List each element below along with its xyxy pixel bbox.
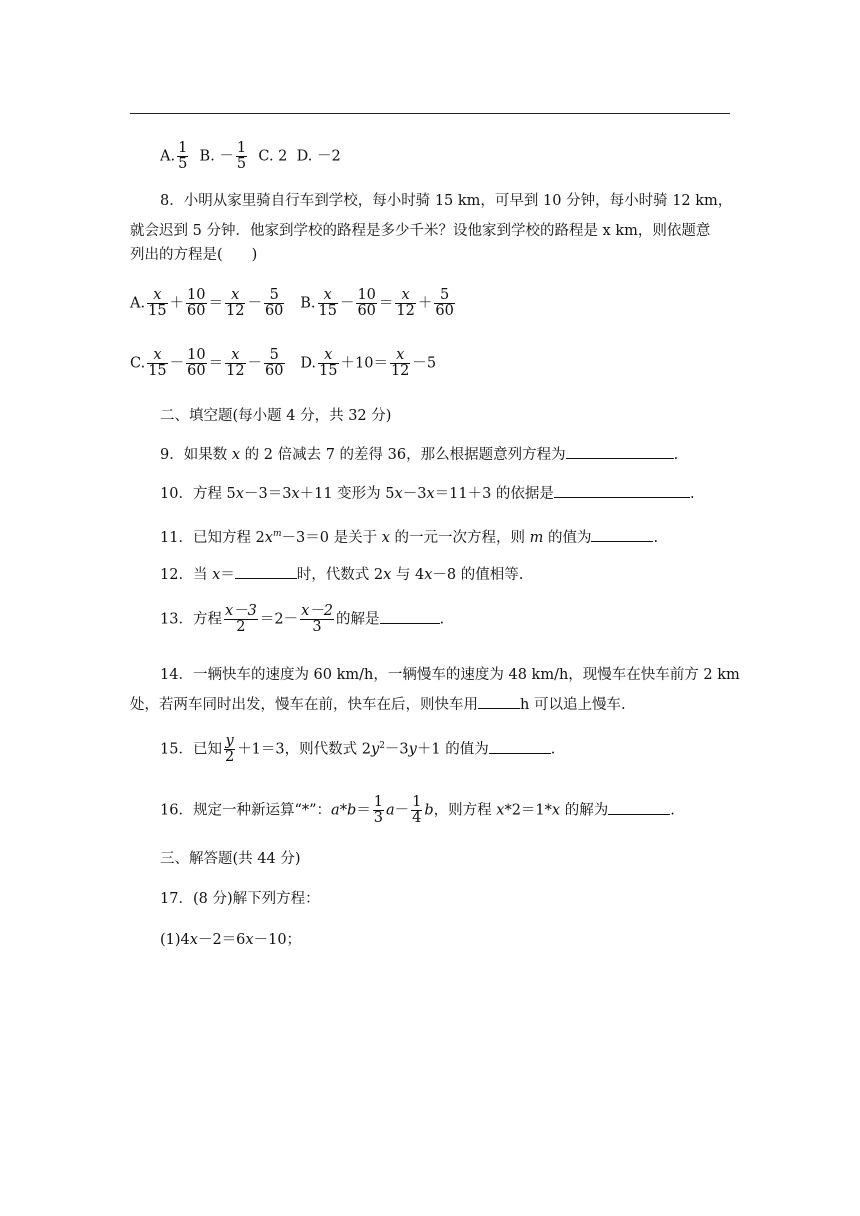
answer-blank[interactable] <box>380 609 440 624</box>
q14-line2: 处，若两车同时出发，慢车在前，快车在后，则快车用 h 可以追上慢车. <box>130 694 626 715</box>
q9: 9．如果数 x 的 2 倍减去 7 的差得 36，那么根据题意列方程为 . <box>160 444 678 465</box>
header-rule <box>130 113 730 114</box>
q10: 10．方程 5x－3＝3x＋11 变形为 5x－3x＝11＋3 的依据是 . <box>160 483 695 504</box>
fraction: $\frac{1}{5}$ <box>236 140 247 173</box>
q14-line1: 14．一辆快车的速度为 60 km/h，一辆慢车的速度为 48 km/h，现慢车在快车前方 2 km <box>160 667 740 683</box>
q13: 13．方程 $\frac{x-3}{2}$ ＝2－ $\frac{x-2}{3}$ 的解是 . <box>160 603 445 636</box>
section-fill-in: 二、填空题(每小题 4 分，共 32 分) <box>160 408 392 424</box>
answer-blank[interactable] <box>554 483 690 498</box>
q8-line3: 列出的方程是( ) <box>130 247 258 263</box>
q17-part1: (1)4x－2＝6x－10； <box>160 932 302 948</box>
answer-blank[interactable] <box>235 564 297 579</box>
q16: 16．规定一种新运算“*”：a*b＝ $\frac{1}{3}$ a－ $\frac{1}{4}$ b，则方程 x*2＝1*x 的解为 . <box>160 794 675 827</box>
answer-blank[interactable] <box>566 444 674 459</box>
q15: 15．已知 $\frac{y}{2}$ ＋1＝3，则代数式 $2y^2-3y+1$ 的值为 . <box>160 733 556 766</box>
q17: 17．(8 分)解下列方程： <box>160 891 320 907</box>
answer-blank[interactable] <box>608 800 670 815</box>
q8-line1: 8．小明从家里骑自行车到学校，每小时骑 15 km，可早到 10 分钟，每小时骑 12 km， <box>160 193 733 209</box>
q8-options-cd: C. $\frac{x}{15}$ － $\frac{10}{60}$ ＝ $\frac{x}{12}$ － $\frac{5}{60}$ D. $\frac{x}{15}$ ＋10＝ $\frac{x}{12}$ －5 <box>130 347 437 380</box>
answer-blank[interactable] <box>591 527 653 542</box>
answer-blank[interactable] <box>489 739 551 754</box>
answer-blank[interactable] <box>478 694 520 709</box>
section-answer: 三、解答题(共 44 分) <box>160 851 301 867</box>
q12: 12．当 x＝ 时，代数式 2x 与 4x－8 的值相等. <box>160 564 523 585</box>
q8-options-ab: A. $\frac{x}{15}$ ＋ $\frac{10}{60}$ ＝ $\frac{x}{12}$ － $\frac{5}{60}$ B. $\frac{x}{15}$ － $\frac{10}{60}$ ＝ $\frac{x}{12}$ ＋ $\frac{5}{60}$ <box>130 287 454 320</box>
q8-line2: 就会迟到 5 分钟．他家到学校的路程是多少千米？设他家到学校的路程是 x km，则依题意 <box>130 223 711 239</box>
q11: 11．已知方程 $2x^m-3=0$ 是关于 x 的一元一次方程，则 m 的值为 . <box>160 524 658 548</box>
q7-options: A. $\frac{1}{5}$ B. － $\frac{1}{5}$ C. 2 D. －2 <box>160 140 341 173</box>
fraction: $\frac{1}{5}$ <box>178 140 188 173</box>
